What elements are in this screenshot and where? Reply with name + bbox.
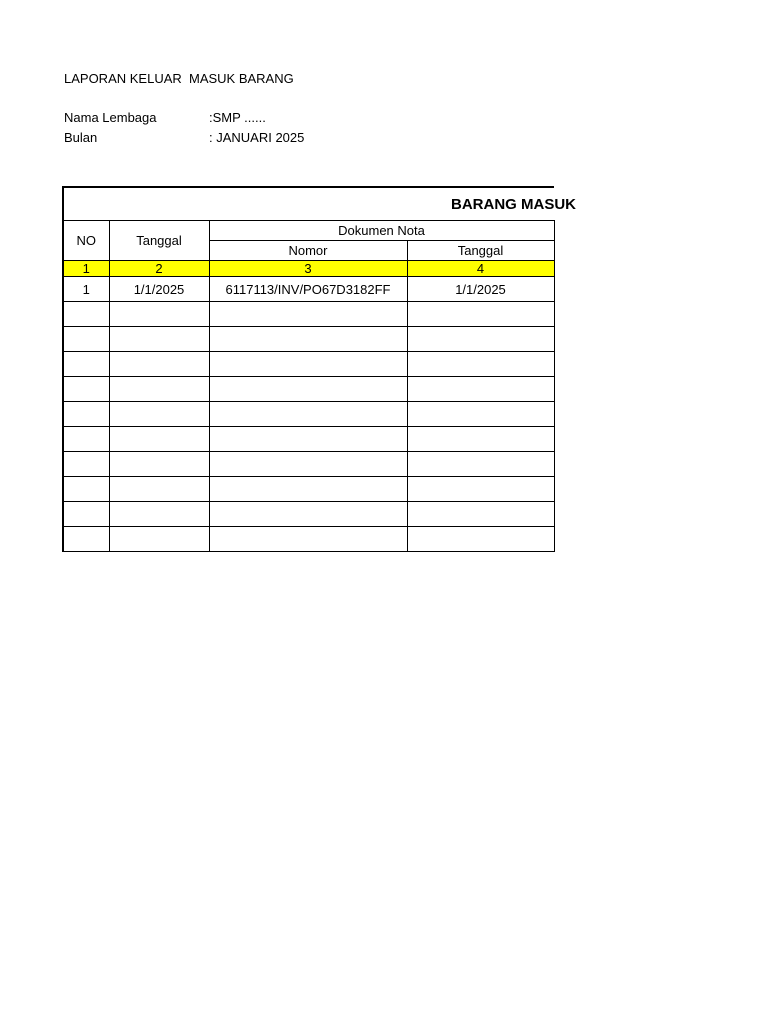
table-cell[interactable]: [407, 377, 554, 402]
table-row: [63, 377, 554, 402]
table-row: [63, 452, 554, 477]
table-cell[interactable]: [109, 502, 209, 527]
table-cell[interactable]: [407, 502, 554, 527]
section-title-cell[interactable]: [63, 187, 576, 221]
header-tanggal[interactable]: Tanggal: [109, 221, 209, 261]
column-number-cell[interactable]: 4: [407, 261, 554, 277]
table-cell[interactable]: [109, 352, 209, 377]
table-cell[interactable]: [63, 327, 109, 352]
table-cell[interactable]: [407, 302, 554, 327]
table-cell[interactable]: [209, 402, 407, 427]
table-cell[interactable]: [209, 352, 407, 377]
institution-value: :SMP ......: [209, 110, 266, 125]
table-cell[interactable]: [109, 402, 209, 427]
table-cell[interactable]: [109, 327, 209, 352]
month-label: Bulan: [64, 130, 98, 145]
table-cell[interactable]: [407, 327, 554, 352]
table-row: [63, 302, 554, 327]
table-cell[interactable]: [407, 452, 554, 477]
table-cell[interactable]: [109, 477, 209, 502]
column-number-cell[interactable]: 2: [109, 261, 209, 277]
section-title: BARANG MASUK: [451, 195, 576, 213]
table-cell[interactable]: [209, 477, 407, 502]
table-row: [63, 477, 554, 502]
header-nomor[interactable]: Nomor: [209, 241, 407, 261]
table-cell[interactable]: [109, 527, 209, 552]
header-dokumen-nota[interactable]: Dokumen Nota: [209, 221, 554, 241]
table-cell[interactable]: [407, 352, 554, 377]
table-cell[interactable]: [63, 402, 109, 427]
table-cell[interactable]: 1/1/2025: [109, 277, 209, 302]
header-no[interactable]: NO: [63, 221, 109, 261]
goods-table: [62, 186, 576, 552]
column-number-cell[interactable]: 1: [63, 261, 109, 277]
table-cell[interactable]: [209, 527, 407, 552]
table-cell[interactable]: [209, 452, 407, 477]
table-row: [63, 502, 554, 527]
report-title: LAPORAN KELUAR MASUK BARANG: [64, 71, 294, 86]
table-row: [63, 527, 554, 552]
table-cell[interactable]: [209, 427, 407, 452]
table-cell[interactable]: [109, 452, 209, 477]
table-cell[interactable]: [209, 377, 407, 402]
table-cell[interactable]: [407, 427, 554, 452]
table-cell[interactable]: [209, 302, 407, 327]
table-cell[interactable]: [407, 402, 554, 427]
table-cell[interactable]: [63, 502, 109, 527]
table-cell[interactable]: [109, 302, 209, 327]
table-cell[interactable]: [63, 302, 109, 327]
table-row: [63, 277, 554, 302]
table-cell[interactable]: [63, 352, 109, 377]
table-cell[interactable]: [63, 452, 109, 477]
table-row: [63, 402, 554, 427]
table-cell[interactable]: [209, 327, 407, 352]
column-number-row: [63, 261, 554, 277]
table-cell[interactable]: [109, 427, 209, 452]
column-number-cell[interactable]: 3: [209, 261, 407, 277]
header-nota-tanggal[interactable]: Tanggal: [407, 241, 554, 261]
table-cell[interactable]: 6117113/INV/PO67D3182FF: [209, 277, 407, 302]
table-row: [63, 352, 554, 377]
table-cell[interactable]: [63, 527, 109, 552]
table-row: [63, 427, 554, 452]
table-cell[interactable]: [109, 377, 209, 402]
table-cell[interactable]: 1: [63, 277, 109, 302]
spreadsheet-area: [62, 186, 576, 554]
table-cell[interactable]: [63, 427, 109, 452]
table-cell[interactable]: [407, 527, 554, 552]
table-cell[interactable]: [209, 502, 407, 527]
table-cell[interactable]: 1/1/2025: [407, 277, 554, 302]
month-value: : JANUARI 2025: [209, 130, 305, 145]
table-row: [63, 327, 554, 352]
table-cell[interactable]: [407, 477, 554, 502]
table-cell[interactable]: [63, 477, 109, 502]
table-cell[interactable]: [63, 377, 109, 402]
institution-label: Nama Lembaga: [64, 110, 157, 125]
